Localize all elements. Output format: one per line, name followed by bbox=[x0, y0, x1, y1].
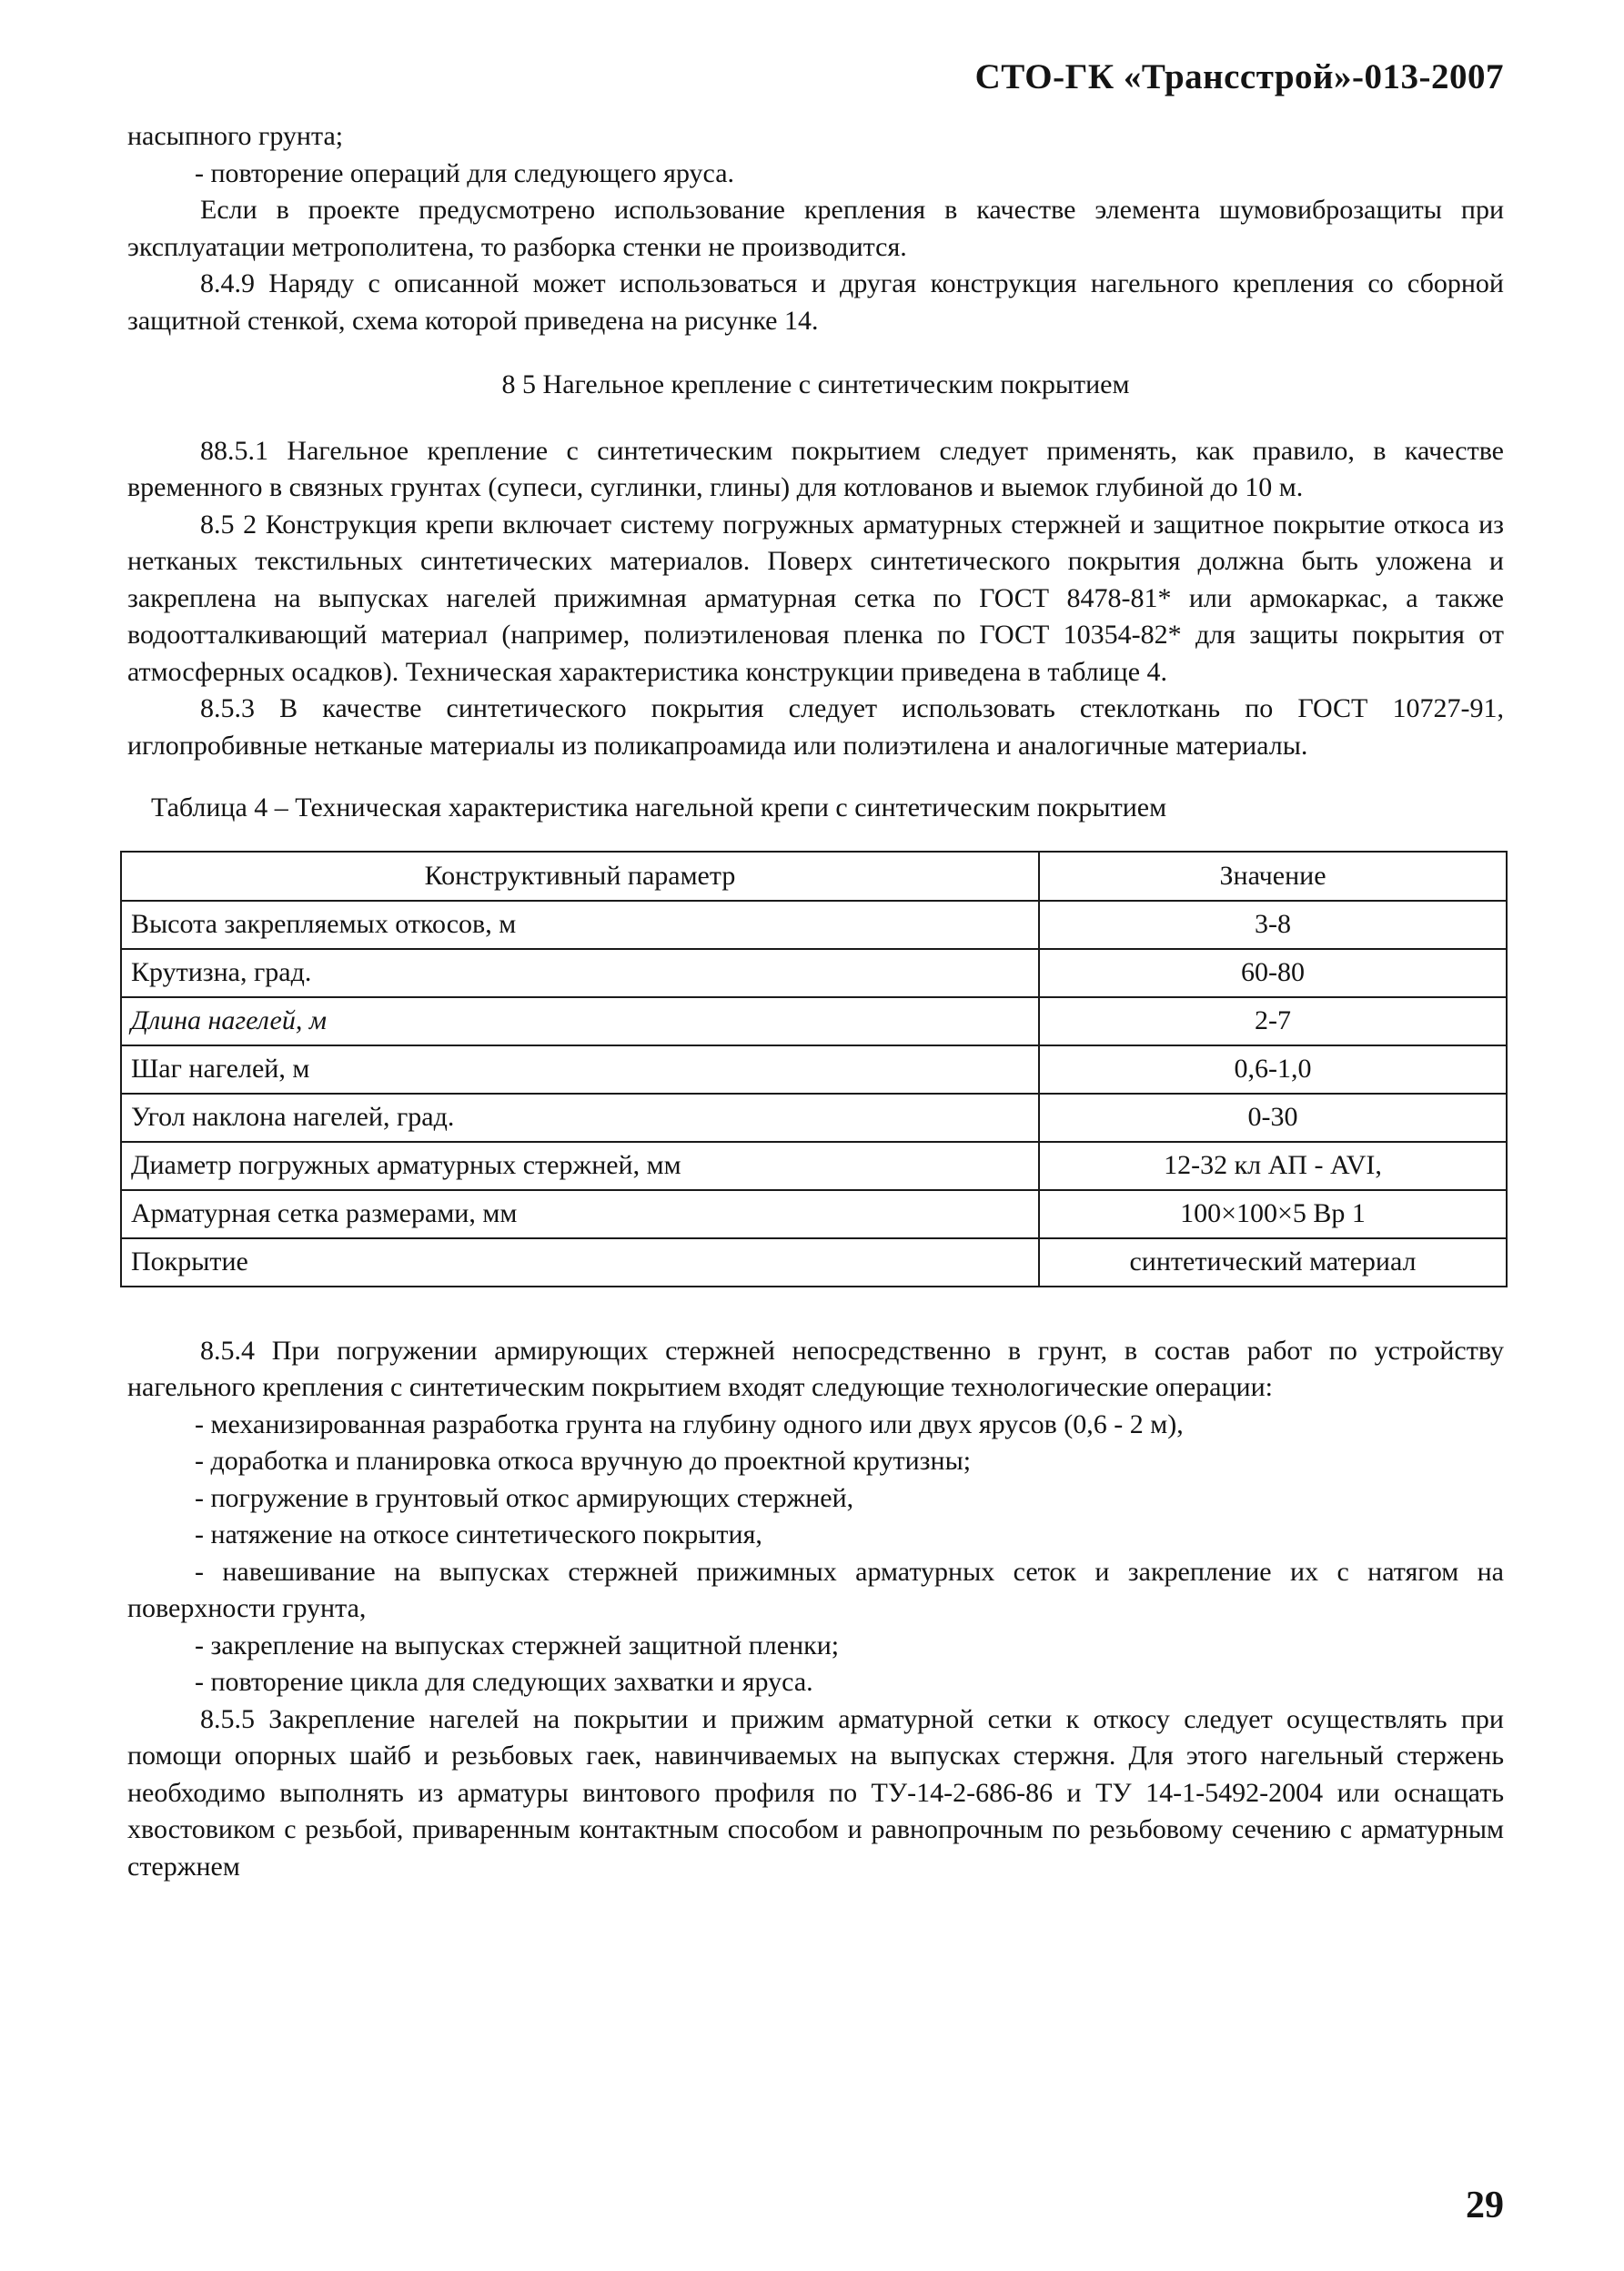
table-row bbox=[121, 1142, 1507, 1190]
table-caption: Таблица 4 – Техническая характеристика нагельной крепи с синтетическим покрытием bbox=[151, 792, 1167, 823]
table-cell-param: Крутизна, град. bbox=[121, 949, 1039, 997]
paragraph-p5: 8.5.3 В качестве синтетического покрытия следует использовать стеклоткань по ГОСТ 10727-91, иглопробивные нетканые материалы из поликапроамида или полиэтилена и аналогичные материалы. bbox=[127, 693, 1504, 761]
table-cell-value: 3-8 bbox=[1039, 901, 1507, 949]
table-row bbox=[121, 1094, 1507, 1142]
table-cell-value: синтетический материал bbox=[1039, 1238, 1507, 1287]
table-header-param: Конструктивный параметр bbox=[121, 852, 1039, 901]
table-row bbox=[121, 1190, 1507, 1238]
section-heading: 8 5 Нагельное крепление с синтетическим покрытием bbox=[501, 369, 1130, 399]
table-cell-param: Высота закрепляемых откосов, м bbox=[121, 901, 1039, 949]
table-cell-param: Длина нагелей, м bbox=[121, 997, 1039, 1045]
paragraph-b4: - натяжение на откосе синтетического покрытия, bbox=[195, 1519, 762, 1549]
middle-paragraphs bbox=[127, 433, 1504, 765]
paragraph-p2: 8.4.9 Наряду с описанной может использоваться и другая конструкция нагельного крепления со сборной защитной стенкой, схема которой приведена на рисунке 14. bbox=[127, 268, 1504, 336]
document-header: СТО-ГК «Трансстрой»-013-2007 bbox=[974, 57, 1504, 96]
paragraph-b5: - навешивание на выпусках стержней прижимных арматурных сеток и закрепление их с натягом на поверхности грунта, bbox=[127, 1556, 1504, 1623]
table-row bbox=[121, 901, 1507, 949]
table-header-row bbox=[121, 852, 1507, 901]
table-row bbox=[121, 1238, 1507, 1287]
table-cell-param: Угол наклона нагелей, град. bbox=[121, 1094, 1039, 1142]
paragraph-b3: - погружение в грунтовый откос армирующих стержней, bbox=[195, 1482, 854, 1513]
paragraph-cont2: - повторение операций для следующего яруса. bbox=[195, 157, 735, 188]
paragraph-cont1: насыпного грунта; bbox=[127, 121, 344, 151]
paragraph-p6: 8.5.4 При погружении армирующих стержней непосредственно в грунт, в состав работ по устройству нагельного крепления с синтетическим покрытием входят следующие технологические операции: bbox=[127, 1335, 1504, 1402]
paragraph-b6: - закрепление на выпусках стержней защитной пленки; bbox=[195, 1630, 840, 1660]
table-cell-value: 0,6-1,0 bbox=[1039, 1045, 1507, 1094]
table-row bbox=[121, 1045, 1507, 1094]
table-cell-value: 60-80 bbox=[1039, 949, 1507, 997]
table-row bbox=[121, 949, 1507, 997]
paragraph-p7: 8.5.5 Закрепление нагелей на покрытии и прижим арматурной сетки к откосу следует осуществлять при помощи опорных шайб и резьбовых гаек, навинчиваемых на выпусках стержня. Для этого нагельный стержень необходимо выполнять из арматуры винтового профиля по ТУ-14-2-686-86 и ТУ 14-1-5492-2004 или оснащать хвостовиком с резьбой, приваренным контактным способом и равнопрочным по резьбовому сечению с арматурным стержнем bbox=[127, 1703, 1504, 1882]
table-row bbox=[121, 997, 1507, 1045]
table-cell-value: 100×100×5 Вр 1 bbox=[1039, 1190, 1507, 1238]
page-number: 29 bbox=[1466, 2185, 1504, 2226]
bottom-paragraphs bbox=[127, 1333, 1504, 1886]
paragraph-p4: 8.5 2 Конструкция крепи включает систему погружных арматурных стержней и защитное покрытие откоса из нетканых текстильных синтетических материалов. Поверх синтетического покрытия должна быть уложена и закреплена на выпусках нагелей прижимная арматурная сетка по ГОСТ 8478-81* или армокаркас, а также водоотталкивающий материал (например, полиэтиленовая пленка по ГОСТ 10354-82* для защиты покрытия от атмосферных осадков). Техническая характеристика конструкции приведена в таблице 4. bbox=[127, 509, 1504, 687]
table-cell-param: Диаметр погружных арматурных стержней, мм bbox=[121, 1142, 1039, 1190]
table-header-value: Значение bbox=[1039, 852, 1507, 901]
table-cell-param: Арматурная сетка размерами, мм bbox=[121, 1190, 1039, 1238]
table-cell-param: Покрытие bbox=[121, 1238, 1039, 1287]
paragraph-b2: - доработка и планировка откоса вручную до проектной крутизны; bbox=[195, 1446, 972, 1476]
paragraph-b7: - повторение цикла для следующих захватки и яруса. bbox=[195, 1667, 813, 1697]
paragraph-p1: Если в проекте предусмотрено использование крепления в качестве элемента шумовиброзащиты при эксплуатации метрополитена, то разборка стенки не производится. bbox=[127, 195, 1504, 262]
top-paragraphs bbox=[127, 118, 1504, 339]
table-cell-value: 0-30 bbox=[1039, 1094, 1507, 1142]
spec-table bbox=[120, 851, 1508, 1287]
body-text bbox=[127, 118, 1504, 1885]
table-cell-value: 2-7 bbox=[1039, 997, 1507, 1045]
paragraph-p3: 88.5.1 Нагельное крепление с синтетическим покрытием следует применять, как правило, в качестве временного в связных грунтах (супеси, суглинки, глины) для котлованов и выемок глубиной до 10 м. bbox=[127, 435, 1504, 502]
table-cell-value: 12-32 кл АП - AVI, bbox=[1039, 1142, 1507, 1190]
table-cell-param: Шаг нагелей, м bbox=[121, 1045, 1039, 1094]
paragraph-b1: - механизированная разработка грунта на глубину одного или двух ярусов (0,6 - 2 м), bbox=[195, 1408, 1184, 1439]
